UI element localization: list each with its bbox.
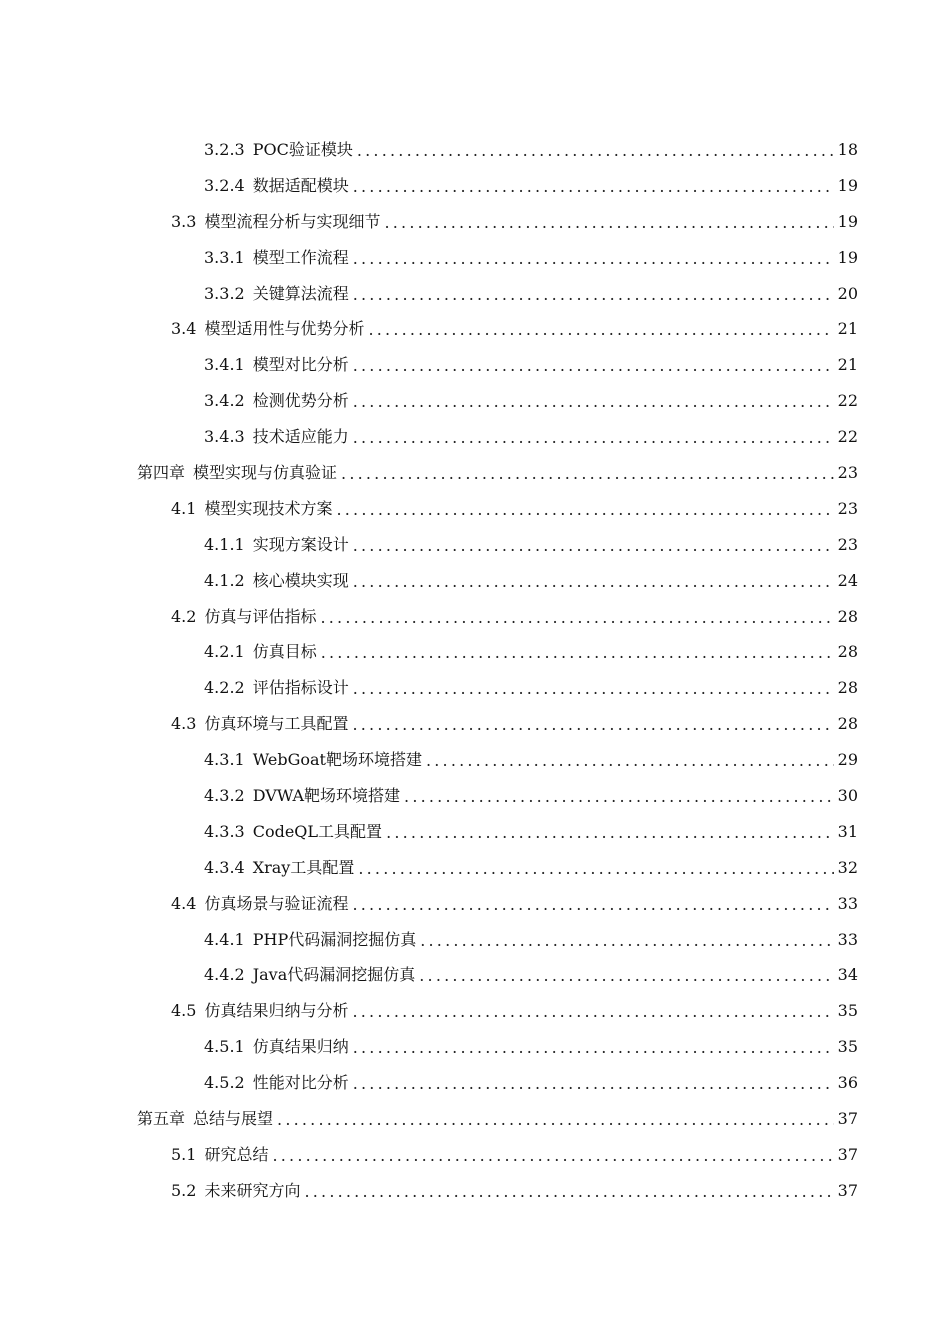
toc-entry-label <box>204 786 400 806</box>
toc-entry[interactable] <box>0 993 950 1029</box>
toc-entry[interactable] <box>0 1065 950 1101</box>
toc-dot-leader <box>419 966 833 986</box>
toc-page-number: 20 <box>837 283 858 303</box>
toc-dot-leader <box>352 1002 833 1022</box>
toc-section-number: 4.4.2 <box>204 965 245 985</box>
toc-page-number: 33 <box>837 929 858 949</box>
toc-section-number: 4.3 <box>171 714 197 734</box>
toc-entry[interactable] <box>0 706 950 742</box>
toc-entry-label <box>204 930 416 950</box>
toc-page-number: 18 <box>837 139 858 159</box>
toc-section-title: 模型实现与仿真验证 <box>193 462 338 482</box>
toc-section-title: 仿真环境与工具配置 <box>204 714 349 734</box>
toc-section-number: 5.1 <box>171 1144 197 1164</box>
toc-entry[interactable] <box>0 240 950 276</box>
toc-page-number: 28 <box>837 678 858 698</box>
toc-page-number: 22 <box>837 391 858 411</box>
toc-section-number: 4.5.1 <box>204 1037 245 1057</box>
toc-entry-label <box>204 642 317 662</box>
toc-page-number: 24 <box>837 570 858 590</box>
toc-dot-leader <box>358 859 833 879</box>
toc-entry-label <box>171 1145 268 1165</box>
toc-section-number: 3.3.1 <box>204 247 245 267</box>
toc-entry[interactable] <box>0 276 950 312</box>
toc-entry[interactable] <box>0 957 950 993</box>
toc-entry[interactable] <box>0 311 950 347</box>
toc-entry[interactable] <box>0 850 950 886</box>
toc-section-title: 技术适应能力 <box>252 427 349 447</box>
toc-entry[interactable] <box>0 491 950 527</box>
toc-section-number: 4.3.2 <box>204 785 245 805</box>
toc-section-number: 4.3.3 <box>204 821 245 841</box>
toc-page-number: 23 <box>837 462 858 482</box>
toc-section-number: 3.4.2 <box>204 391 245 411</box>
toc-page-number: 33 <box>837 893 858 913</box>
toc-dot-leader <box>353 356 834 376</box>
toc-entry[interactable] <box>0 922 950 958</box>
toc-entry-label <box>137 463 337 483</box>
toc-page-number: 19 <box>837 247 858 267</box>
toc-page-number: 35 <box>837 1037 858 1057</box>
toc-section-title: 评估指标设计 <box>252 678 349 698</box>
toc-entry-label <box>204 427 349 447</box>
toc-section-title: CodeQL工具配置 <box>252 821 383 841</box>
toc-entry-label <box>171 1001 348 1021</box>
toc-section-number: 4.2 <box>171 606 197 626</box>
toc-page-number: 35 <box>837 1001 858 1021</box>
toc-section-title: 仿真场景与验证流程 <box>204 893 349 913</box>
toc-page-number: 36 <box>837 1073 858 1093</box>
toc-entry[interactable] <box>0 168 950 204</box>
toc-entry-label <box>171 499 332 519</box>
toc-entry-label <box>204 1037 349 1057</box>
toc-section-title: 仿真结果归纳 <box>252 1037 349 1057</box>
toc-dot-leader <box>336 500 833 520</box>
toc-entry-label <box>204 678 349 698</box>
toc-section-number: 第四章 <box>137 462 186 482</box>
toc-section-title: 模型对比分析 <box>252 355 349 375</box>
toc-entry[interactable] <box>0 778 950 814</box>
toc-entry[interactable] <box>0 563 950 599</box>
toc-page-number: 28 <box>837 714 858 734</box>
toc-section-title: 仿真目标 <box>252 642 317 662</box>
toc-entry[interactable] <box>0 634 950 670</box>
toc-dot-leader <box>426 751 834 771</box>
toc-entry-label <box>204 858 354 878</box>
toc-dot-leader <box>353 572 834 592</box>
toc-section-number: 5.2 <box>171 1180 197 1200</box>
toc-section-number: 3.3 <box>171 211 197 231</box>
toc-dot-leader <box>420 931 833 951</box>
toc-dot-leader <box>353 285 834 305</box>
toc-entry[interactable] <box>0 204 950 240</box>
toc-dot-leader <box>353 1038 834 1058</box>
toc-page-number: 37 <box>837 1144 858 1164</box>
toc-section-number: 3.4 <box>171 319 197 339</box>
toc-section-number: 4.1.2 <box>204 570 245 590</box>
toc-page-number: 29 <box>837 750 858 770</box>
toc-section-title: POC验证模块 <box>252 139 353 159</box>
toc-section-title: PHP代码漏洞挖掘仿真 <box>252 929 417 949</box>
toc-section-title: 性能对比分析 <box>252 1073 349 1093</box>
toc-entry-label <box>204 391 349 411</box>
toc-section-title: 检测优势分析 <box>252 391 349 411</box>
toc-entry-label <box>204 822 382 842</box>
toc-entry-label <box>204 571 349 591</box>
toc-entry-label <box>204 355 349 375</box>
toc-section-title: 研究总结 <box>204 1144 269 1164</box>
toc-page-number: 34 <box>837 965 858 985</box>
toc-dot-leader <box>384 213 833 233</box>
toc-page-number: 31 <box>837 821 858 841</box>
toc-entry-label <box>171 1181 300 1201</box>
toc-page-number: 19 <box>837 175 858 195</box>
toc-entry[interactable] <box>0 1029 950 1065</box>
toc-dot-leader <box>320 608 833 628</box>
toc-entry[interactable] <box>0 419 950 455</box>
toc-section-number: 4.2.1 <box>204 642 245 662</box>
toc-entry[interactable] <box>0 1101 950 1137</box>
toc-entry[interactable] <box>0 1137 950 1173</box>
toc-section-title: Xray工具配置 <box>252 857 355 877</box>
toc-entry[interactable] <box>0 527 950 563</box>
toc-dot-leader <box>352 715 833 735</box>
toc-entry-label <box>171 714 348 734</box>
toc-section-number: 3.4.3 <box>204 427 245 447</box>
toc-section-title: 仿真结果归纳与分析 <box>204 1001 349 1021</box>
toc-section-title: 模型流程分析与实现细节 <box>204 211 381 231</box>
toc-entry[interactable] <box>0 670 950 706</box>
toc-page-number: 23 <box>837 498 858 518</box>
toc-section-title: 模型工作流程 <box>252 247 349 267</box>
toc-section-number: 4.4.1 <box>204 929 245 949</box>
toc-entry-label <box>204 176 349 196</box>
toc-section-number: 3.4.1 <box>204 355 245 375</box>
toc-entry[interactable] <box>0 599 950 635</box>
toc-dot-leader <box>404 787 834 807</box>
toc-section-number: 4.3.4 <box>204 857 245 877</box>
toc-section-title: 数据适配模块 <box>252 175 349 195</box>
table-of-contents <box>0 132 950 1209</box>
toc-page-number: 19 <box>837 211 858 231</box>
toc-dot-leader <box>321 643 834 663</box>
toc-section-number: 4.2.2 <box>204 678 245 698</box>
toc-entry[interactable] <box>0 742 950 778</box>
toc-entry[interactable] <box>0 1173 950 1209</box>
toc-dot-leader <box>341 464 834 484</box>
toc-entry-label <box>204 750 422 770</box>
toc-entry-label <box>204 535 349 555</box>
toc-entry-label <box>171 212 380 232</box>
toc-entry-label <box>171 894 348 914</box>
toc-section-title: 总结与展望 <box>193 1108 274 1128</box>
toc-page-number: 30 <box>837 785 858 805</box>
toc-dot-leader <box>368 320 833 340</box>
toc-section-number: 4.1 <box>171 498 197 518</box>
toc-entry-label <box>137 1109 273 1129</box>
toc-entry[interactable] <box>0 455 950 491</box>
toc-dot-leader <box>353 249 834 269</box>
toc-section-number: 4.5.2 <box>204 1073 245 1093</box>
toc-section-number: 3.2.3 <box>204 139 245 159</box>
toc-section-title: 实现方案设计 <box>252 534 349 554</box>
toc-page-number: 22 <box>837 427 858 447</box>
toc-entry-label <box>204 965 415 985</box>
toc-entry[interactable] <box>0 383 950 419</box>
toc-section-title: DVWA靶场环境搭建 <box>252 785 401 805</box>
toc-entry-label <box>171 607 316 627</box>
toc-section-number: 4.5 <box>171 1001 197 1021</box>
toc-section-title: 关键算法流程 <box>252 283 349 303</box>
toc-entry[interactable] <box>0 347 950 383</box>
toc-entry[interactable] <box>0 814 950 850</box>
toc-section-title: 未来研究方向 <box>204 1180 301 1200</box>
toc-entry-label <box>204 284 349 304</box>
toc-dot-leader <box>352 895 833 915</box>
toc-section-number: 第五章 <box>137 1108 186 1128</box>
toc-page-number: 37 <box>837 1180 858 1200</box>
toc-dot-leader <box>353 177 834 197</box>
toc-entry-label <box>204 248 349 268</box>
toc-section-number: 3.3.2 <box>204 283 245 303</box>
toc-dot-leader <box>353 1074 834 1094</box>
toc-dot-leader <box>353 392 834 412</box>
toc-entry[interactable] <box>0 886 950 922</box>
toc-dot-leader <box>357 141 834 161</box>
toc-page-number: 37 <box>837 1108 858 1128</box>
toc-section-title: 模型实现技术方案 <box>204 498 333 518</box>
toc-section-title: 核心模块实现 <box>252 570 349 590</box>
toc-section-number: 4.1.1 <box>204 534 245 554</box>
toc-dot-leader <box>304 1182 833 1202</box>
toc-page-number: 23 <box>837 534 858 554</box>
toc-dot-leader <box>386 823 834 843</box>
toc-dot-leader <box>353 536 834 556</box>
toc-section-number: 4.4 <box>171 893 197 913</box>
toc-section-number: 3.2.4 <box>204 175 245 195</box>
toc-section-number: 4.3.1 <box>204 750 245 770</box>
toc-entry[interactable] <box>0 132 950 168</box>
toc-dot-leader <box>277 1110 834 1130</box>
toc-section-title: 仿真与评估指标 <box>204 606 317 626</box>
toc-section-title: 模型适用性与优势分析 <box>204 319 365 339</box>
toc-dot-leader <box>353 428 834 448</box>
toc-page-number: 21 <box>837 355 858 375</box>
toc-section-title: WebGoat靶场环境搭建 <box>252 750 422 770</box>
toc-page-number: 21 <box>837 319 858 339</box>
toc-entry-label <box>204 1073 349 1093</box>
toc-entry-label <box>171 319 364 339</box>
toc-section-title: Java代码漏洞挖掘仿真 <box>252 965 416 985</box>
toc-dot-leader <box>272 1146 833 1166</box>
toc-dot-leader <box>353 679 834 699</box>
toc-page-number: 32 <box>837 857 858 877</box>
toc-entry-label <box>204 140 353 160</box>
toc-page-number: 28 <box>837 606 858 626</box>
toc-page-number: 28 <box>837 642 858 662</box>
